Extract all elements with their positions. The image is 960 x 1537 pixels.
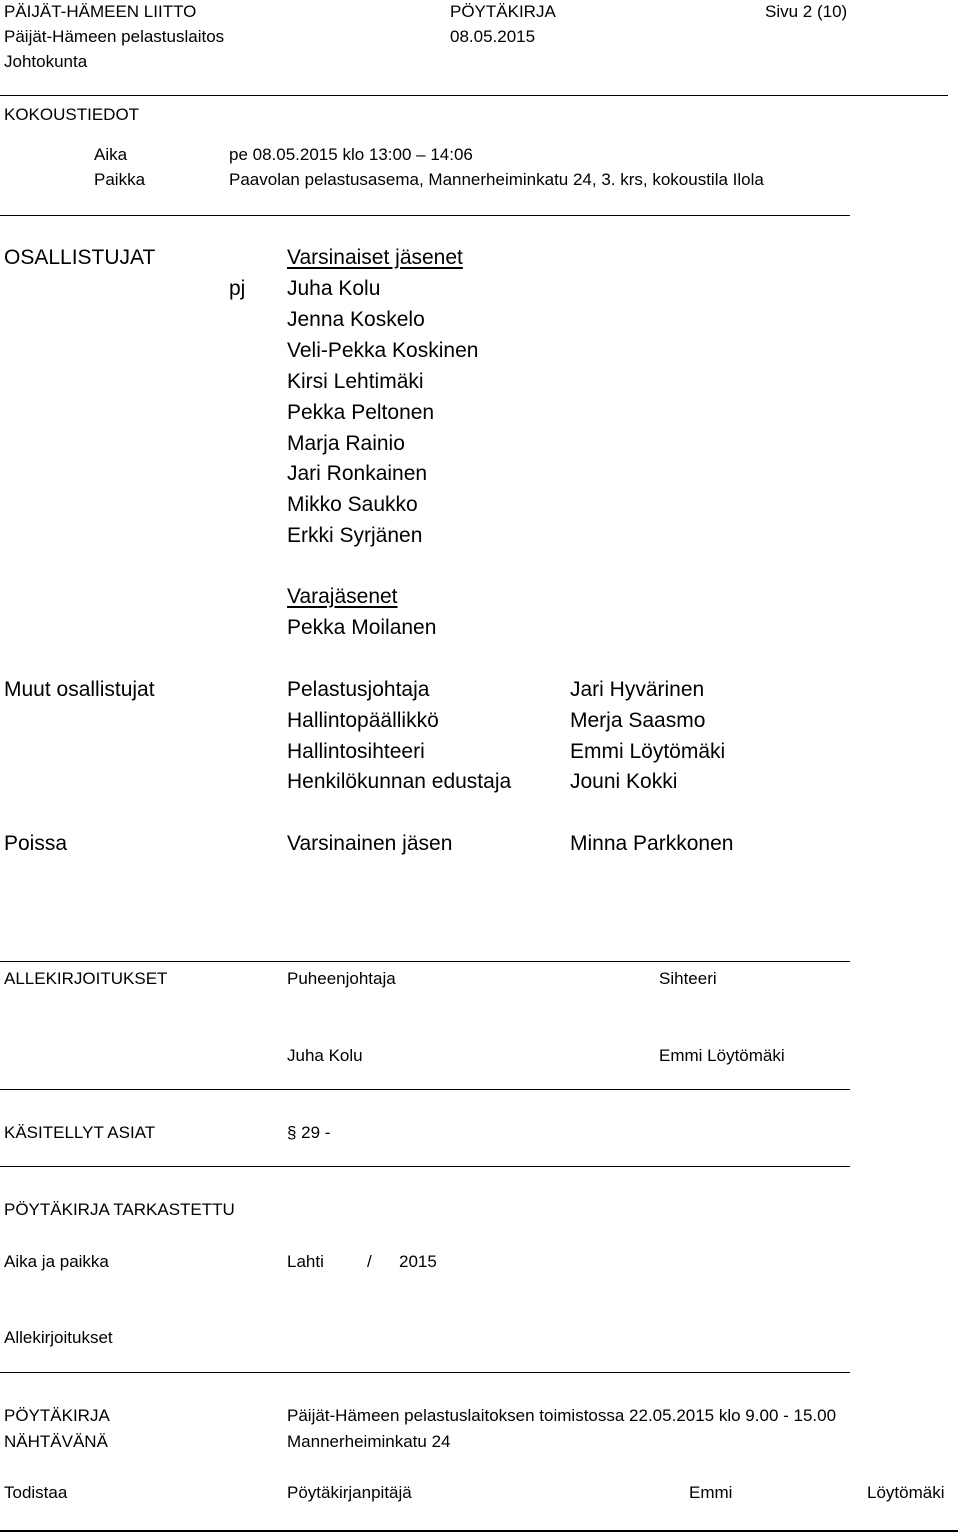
deputy-name: Pekka Moilanen bbox=[287, 616, 437, 639]
meeting-time-value: pe 08.05.2015 klo 13:00 – 14:06 bbox=[229, 145, 473, 164]
header-page: Sivu 2 (10) bbox=[765, 2, 848, 21]
header-doc-type: PÖYTÄKIRJA bbox=[450, 2, 556, 21]
header-date: 08.05.2015 bbox=[450, 27, 536, 46]
absent-name: Minna Parkkonen bbox=[570, 832, 734, 855]
other-name: Jouni Kokki bbox=[570, 770, 678, 793]
display-text-line2: Mannerheiminkatu 24 bbox=[287, 1432, 451, 1451]
certify-first-name: Emmi bbox=[689, 1483, 733, 1502]
footer-divider bbox=[0, 1530, 958, 1532]
member-name: Mikko Saukko bbox=[287, 493, 418, 516]
other-name: Jari Hyvärinen bbox=[570, 678, 705, 701]
meeting-place-value: Paavolan pelastusasema, Mannerheiminkatu 24, 3. krs, kokoustila Ilola bbox=[229, 170, 764, 189]
signatures-label: ALLEKIRJOITUKSET bbox=[4, 969, 168, 988]
review-signatures-label: Allekirjoitukset bbox=[4, 1328, 113, 1347]
member-name: Kirsi Lehtimäki bbox=[287, 370, 424, 393]
member-name: Erkki Syrjänen bbox=[287, 524, 423, 547]
certify-label: Todistaa bbox=[4, 1483, 68, 1502]
absent-label: Poissa bbox=[4, 832, 68, 855]
review-slash: / bbox=[367, 1252, 372, 1271]
secretary-name: Emmi Löytömäki bbox=[659, 1046, 785, 1065]
review-year: 2015 bbox=[399, 1252, 437, 1271]
display-label-line2: NÄHTÄVÄNÄ bbox=[4, 1432, 108, 1451]
header-body: Johtokunta bbox=[4, 52, 88, 71]
other-name: Merja Saasmo bbox=[570, 709, 706, 732]
header-org: PÄIJÄT-HÄMEEN LIITTO bbox=[4, 2, 197, 21]
review-label: PÖYTÄKIRJA TARKASTETTU bbox=[4, 1200, 235, 1219]
header-divider bbox=[0, 95, 948, 96]
member-name: Juha Kolu bbox=[287, 277, 381, 300]
display-divider bbox=[0, 1372, 850, 1373]
certify-last-name: Löytömäki bbox=[867, 1483, 945, 1502]
signatures-divider bbox=[0, 961, 850, 962]
display-label-line1: PÖYTÄKIRJA bbox=[4, 1406, 110, 1425]
member-name: Veli-Pekka Koskinen bbox=[287, 339, 479, 362]
items-divider bbox=[0, 1089, 850, 1090]
chair-name: Juha Kolu bbox=[287, 1046, 363, 1065]
member-name: Jenna Koskelo bbox=[287, 308, 425, 331]
other-role: Pelastusjohtaja bbox=[287, 678, 430, 701]
certify-role: Pöytäkirjanpitäjä bbox=[287, 1483, 412, 1502]
member-name: Marja Rainio bbox=[287, 432, 405, 455]
review-time-place-label: Aika ja paikka bbox=[4, 1252, 109, 1271]
member-name: Jari Ronkainen bbox=[287, 462, 428, 485]
review-divider bbox=[0, 1166, 850, 1167]
display-text-line1: Päijät-Hämeen pelastuslaitoksen toimistossa 22.05.2015 klo 9.00 - 15.00 bbox=[287, 1406, 837, 1425]
meeting-place-label: Paikka bbox=[94, 170, 146, 189]
meeting-time-label: Aika bbox=[94, 145, 128, 164]
deputies-heading: Varajäsenet bbox=[287, 585, 398, 608]
meeting-divider bbox=[0, 215, 850, 216]
chair-title: Puheenjohtaja bbox=[287, 969, 396, 988]
secretary-title: Sihteeri bbox=[659, 969, 717, 988]
other-role: Hallintosihteeri bbox=[287, 740, 425, 763]
others-label: Muut osallistujat bbox=[4, 678, 155, 701]
member-name: Pekka Peltonen bbox=[287, 401, 435, 424]
other-role: Hallintopäällikkö bbox=[287, 709, 439, 732]
members-heading: Varsinaiset jäsenet bbox=[287, 246, 463, 269]
absent-role: Varsinainen jäsen bbox=[287, 832, 453, 855]
participants-section-title: OSALLISTUJAT bbox=[4, 246, 156, 269]
chair-marker: pj bbox=[229, 277, 246, 300]
other-name: Emmi Löytömäki bbox=[570, 740, 726, 763]
meeting-section-title: KOKOUSTIEDOT bbox=[4, 105, 140, 124]
items-value: § 29 - bbox=[287, 1123, 331, 1142]
review-city: Lahti bbox=[287, 1252, 324, 1271]
other-role: Henkilökunnan edustaja bbox=[287, 770, 512, 793]
items-label: KÄSITELLYT ASIAT bbox=[4, 1123, 156, 1142]
header-dept: Päijät-Hämeen pelastuslaitos bbox=[4, 27, 225, 46]
